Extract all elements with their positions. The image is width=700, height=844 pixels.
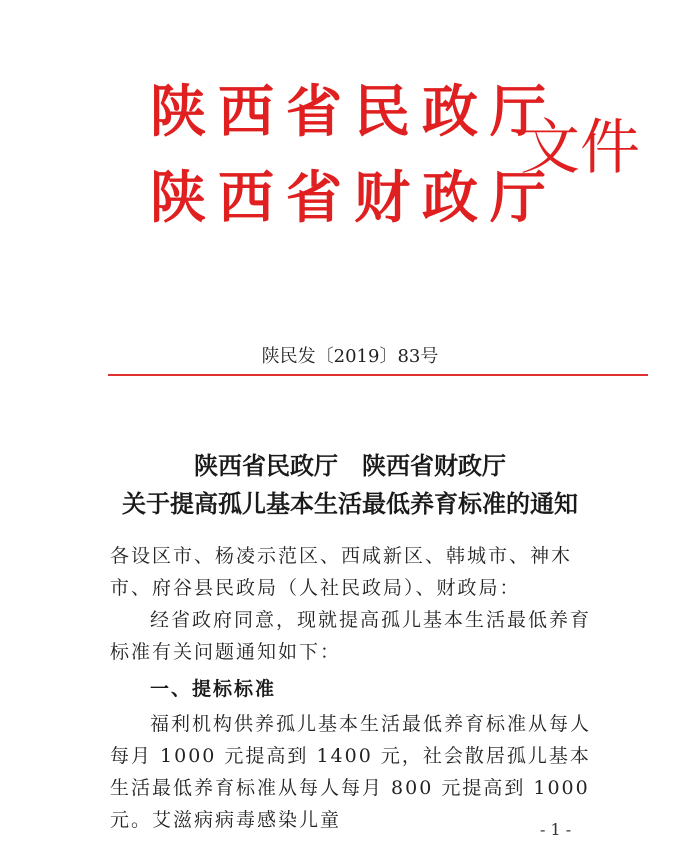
title-line1: 陕西省民政厅 陕西省财政厅 bbox=[194, 451, 506, 480]
header-document-suffix: 文件 bbox=[520, 113, 640, 183]
intro-paragraph: 经省政府同意，现就提高孤儿基本生活最低养育标准有关问题通知如下： bbox=[110, 609, 592, 663]
document-number: 陕民发〔2019〕83号 bbox=[261, 346, 439, 367]
header-agency-line1: 陕西省民政厅 bbox=[150, 79, 558, 145]
page-number: - 1 - bbox=[540, 820, 572, 839]
section1-paragraph: 福利机构供养孤儿基本生活最低养育标准从每人每月 1000 元提高到 1400 元，社会散居孤儿基本生活最低养育标准从每人每月 800 元提高到 1000 元。艾滋病病毒感染儿童 bbox=[110, 713, 592, 831]
red-divider-line bbox=[108, 374, 648, 376]
section1-heading: 一、提标标准 bbox=[150, 678, 277, 700]
header-agency-line2: 陕西省财政厅 bbox=[150, 165, 558, 231]
recipients-paragraph: 各设区市、杨凌示范区、西咸新区、韩城市、神木市、府谷县民政局（人社民政局）、财政局： bbox=[110, 545, 573, 599]
title-line2: 关于提高孤儿基本生活最低养育标准的通知 bbox=[122, 489, 578, 518]
